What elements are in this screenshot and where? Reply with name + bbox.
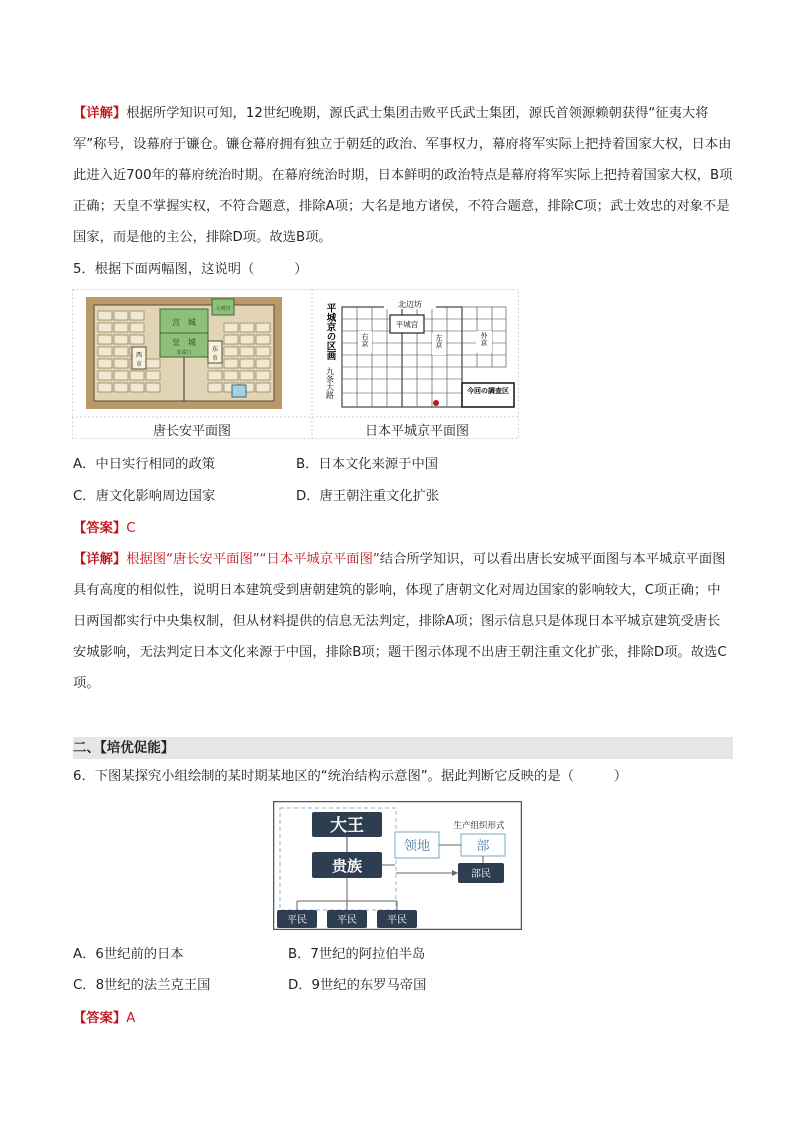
q5-option-b: B．日本文化来源于中国 <box>296 457 439 472</box>
west-label: 西 <box>135 352 143 359</box>
right-capital-label: 右京 <box>361 333 369 347</box>
north-label: 北辺坊 <box>398 300 422 309</box>
detail-text: 根据所学知识可知，12世纪晚期，源氏武士集团击败平氏武士集团，源氏首领源赖朝获得“征夷大将军”称号，设幕府于镰仓。镰仓幕府拥有独立于朝廷的政治、军事权力，幕府将军实际上把持着国家大权，日本由此进入近700年的幕府统治时期。在幕府统治时期，日本鲜明的政治特点是幕府将军实际上把持着国家大权，B项正确；天皇不掌握实权，不符合题意，排除A项；大名是地方诸侯，不符合题意，排除C项；武士效忠的对象不是国家，而是他的主公，排除D项。故选B项。 <box>73 106 733 245</box>
section-heading: 二、【培优促能】 <box>73 737 733 759</box>
q5-maps <box>72 289 519 439</box>
east-label: 东 <box>211 346 219 353</box>
left-capital-label: 左京 <box>435 334 443 348</box>
answer-value: C <box>126 521 136 536</box>
q5-stem-text: 5．根据下面两幅图，这说明（ ） <box>73 262 308 277</box>
heijo-title: 平城京の区画 <box>324 303 336 360</box>
answer-value: A <box>126 1011 136 1026</box>
nobles-label: 贵族 <box>331 857 363 875</box>
q5-figure <box>72 289 519 439</box>
commoner-label: 平民 <box>287 915 307 926</box>
imperial-city-label: 皇 城 <box>172 338 196 347</box>
outer-capital-label: 外京 <box>480 332 488 346</box>
q6-option-a: A．6世纪前的日本 <box>73 947 184 962</box>
structure-diagram <box>273 801 522 930</box>
answer-tag: 【答案】 <box>73 1011 127 1026</box>
east-market-label: 市 <box>211 355 219 362</box>
answer-tag: 【答案】 <box>73 521 127 536</box>
changan-caption: 唐长安平面图 <box>152 424 231 439</box>
heijo-palace-label: 平城宫 <box>395 320 419 329</box>
heijo-caption: 日本平城京平面图 <box>364 424 469 439</box>
bumin-label: 部民 <box>471 869 491 880</box>
q6-option-c: C．8世纪的法兰克王国 <box>73 978 211 993</box>
changan-map <box>86 297 282 409</box>
q5-answer <box>73 513 733 544</box>
detail-highlight: 根据图“唐长安平面图”“日本平城京平面图” <box>126 552 380 567</box>
q5-option-c: C．唐文化影响周边国家 <box>73 489 216 504</box>
commoner-label: 平民 <box>387 915 407 926</box>
zhuque-gate-label: 朱雀门 <box>176 350 192 356</box>
q6-figure <box>273 801 522 930</box>
detail-tag: 【详解】 <box>73 106 127 121</box>
production-title: 生产组织形式 <box>453 821 505 831</box>
q5-option-a: A．中日实行相同的政策 <box>73 457 216 472</box>
q6-option-d: D．9世纪的东罗马帝国 <box>288 978 427 993</box>
q5-stem <box>73 254 733 285</box>
q5-option-d: D．唐王朝注重文化扩张 <box>296 489 440 504</box>
q5-detail <box>73 544 733 699</box>
survey-label: 今回の調査区 <box>467 387 509 395</box>
bu-label: 部 <box>476 839 490 854</box>
king-label: 大王 <box>330 816 364 836</box>
q6-option-b: B．7世纪的阿拉伯半岛 <box>288 947 426 962</box>
daming-palace-label: 大明宫 <box>215 306 231 312</box>
ninth-avenue-label: 九条大路 <box>325 367 335 399</box>
detail-text: 结合所学知识，可以看出唐长安城平面图与本平城京平面图具有高度的相似性，说明日本建筑受到唐朝建筑的影响，体现了唐朝文化对周边国家的影响较大，C项正确；中日两国都实行中央集权制，但从材料提供的信息无法判定，排除A项；图示信息只是体现日本平城京建筑受唐长安城影响，无法判定日本文化来源于中国，排除B项；题干图示体现不出唐王朝注重文化扩张，排除D项。故选C项。 <box>73 552 727 691</box>
territory-label: 领地 <box>403 839 431 854</box>
west-market-label: 市 <box>135 361 143 368</box>
commoner-label: 平民 <box>337 915 357 926</box>
palace-label: 宫 城 <box>172 318 196 327</box>
detail-tag: 【详解】 <box>73 552 127 567</box>
q6-stem <box>73 761 733 792</box>
q6-answer <box>73 1003 733 1034</box>
q4-detail <box>73 98 733 253</box>
q6-stem-text: 6．下图某探究小组绘制的某时期某地区的“统治结构示意图”。据此判断它反映的是（ ） <box>73 769 628 784</box>
